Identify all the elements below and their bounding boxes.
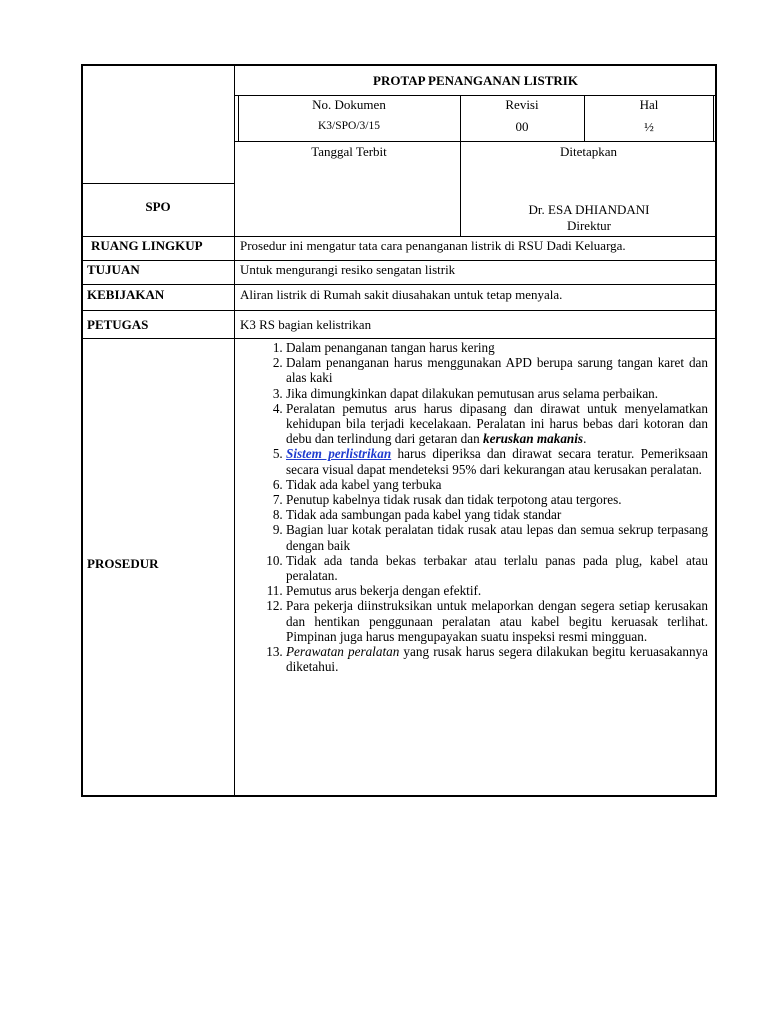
petugas-label: PETUGAS [87,317,149,332]
list-item: 11. Pemutus arus bekerja dengan efektif. [286,583,708,598]
document-title: PROTAP PENANGANAN LISTRIK [373,73,578,88]
list-item: 5. Sistem perlistrikan harus diperiksa dan dirawat secara teratur. Pemeriksaan secara visual dapat mendeteksi 95% dari kekurangan atau kerusakan peralatan. [286,446,708,476]
prosedur-list [240,340,708,674]
petugas-value: K3 RS bagian kelistrikan [240,317,372,332]
title-bottom-line [234,95,717,96]
header-bottom-line [81,236,717,237]
list-item: 6. Tidak ada kabel yang terbuka [286,477,708,492]
ruang-lingkup-label: RUANG LINGKUP [91,238,203,253]
list-item: 7. Penutup kabelnya tidak rusak dan tidak terpotong atau tergores. [286,492,708,507]
signatory-title: Direktur [566,218,612,233]
ditetapkan-label: Ditetapkan [559,144,618,159]
hal-value: ½ [644,119,654,134]
sistem-perlistrikan-link[interactable]: Sistem perlistrikan [286,446,392,462]
tujuan-value: Untuk mengurangi resiko sengatan listrik [240,262,456,277]
hal-label: Hal [639,97,659,112]
list-item: 10. Tidak ada tanda bekas terbakar atau terlalu panas pada plug, kabel atau peralatan. [286,553,708,583]
list-item: 12. Para pekerja diinstruksikan untuk melaporkan dengan segera setiap kerusakan dan hentikan penggunaan peralatan atau kabel begitu keruasak terlihat. Pimpinan juga harus mengupayakan suatu inspeksi resmi mingguan. [286,598,708,644]
list-item: 4. Peralatan pemutus arus harus dipasang dan dirawat untuk menyelamatkan kehidupan bila terjadi kecelakaan. Peralatan ini harus bebas dari kotoran dan debu dan terlindung dari getaran dan keruskan makanis. [286,401,708,447]
list-item: 2. Dalam penanganan harus menggunakan APD berupa sarung tangan karet dan alas kaki [286,355,708,385]
no-dokumen-value: K3/SPO/3/15 [318,120,380,132]
no-dokumen-label: No. Dokumen [312,97,386,112]
spo-label: SPO [145,199,171,214]
list-item: 3. Jika dimungkinkan dapat dilakukan pemutusan arus selama perbaikan. [286,386,708,401]
signatory-name: Dr. ESA DHIANDANI [528,202,650,217]
tujuan-bottom-line [81,284,717,285]
perawatan-peralatan-emphasis: Perawatan peralatan [286,644,400,660]
list-item: 13. Perawatan peralatan yang rusak harus segera dilakukan begitu keruasakannya diketahui. [286,644,708,674]
spo-top-line [81,183,235,184]
list-item: 9. Bagian luar kotak peralatan tidak rusak atau lepas dan semua sekrup terpasang dengan baik [286,522,708,552]
revisi-left-line [460,95,461,236]
keruskan-makanis-emphasis: keruskan makanis [483,431,584,447]
revisi-value: 00 [515,119,529,134]
revisi-label: Revisi [505,97,539,112]
label-column-divider [234,64,235,797]
list-item: 8. Tidak ada sambungan pada kabel yang tidak standar [286,507,708,522]
prosedur-label: PROSEDUR [87,556,159,571]
ruang-lingkup-value: Prosedur ini mengatur tata cara penanganan listrik di RSU Dadi Keluarga. [240,238,626,253]
kebijakan-bottom-line [81,310,717,311]
tujuan-label: TUJUAN [87,262,140,277]
tanggal-terbit-label: Tanggal Terbit [311,144,387,159]
ruang-lingkup-bottom-line [81,260,717,261]
meta-inner-bottom [238,141,714,142]
kebijakan-label: KEBIJAKAN [87,287,165,302]
petugas-bottom-line [81,338,717,339]
kebijakan-value: Aliran listrik di Rumah sakit diusahakan untuk tetap menyala. [240,287,563,302]
list-item: 1. Dalam penanganan tangan harus kering [286,340,708,355]
